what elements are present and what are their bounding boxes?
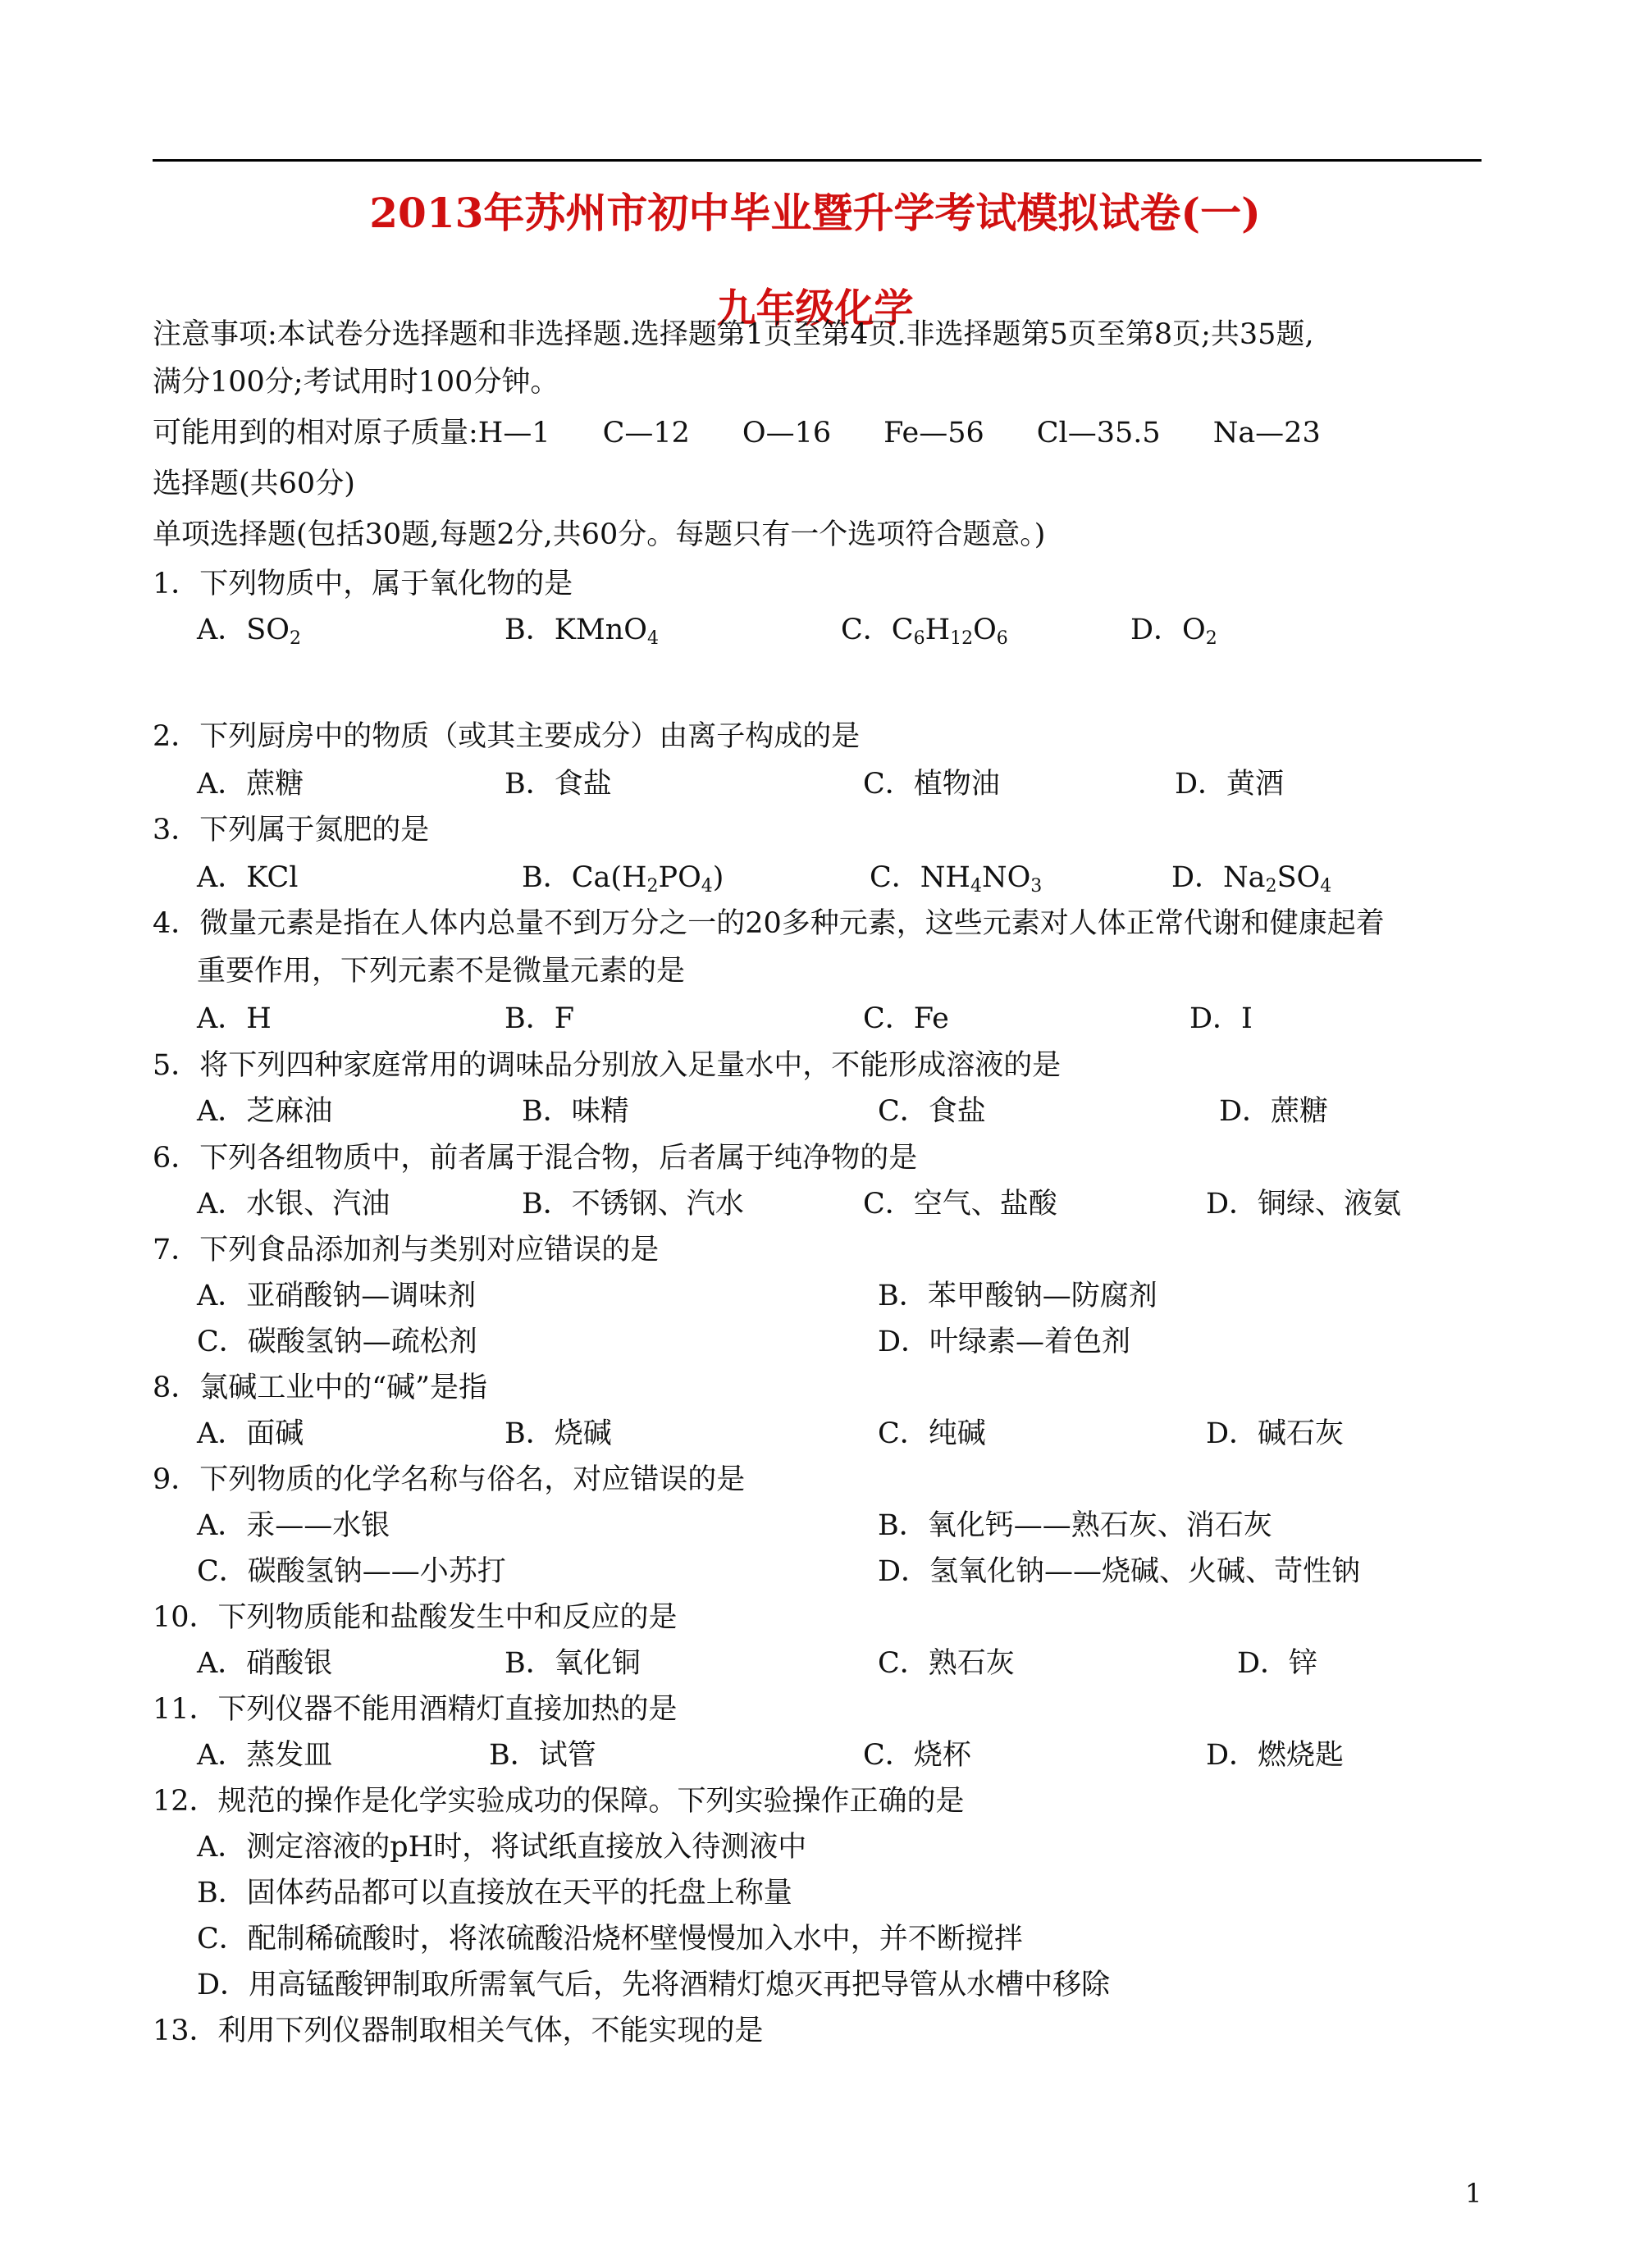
header-rule: [153, 159, 1482, 162]
question-6-option-d: D．铜绿、液氨: [1206, 1188, 1402, 1221]
atomic-mass-cl: Cl—35.5: [1036, 417, 1161, 449]
question-7-option-b: B．苯甲酸钠—防腐剂: [878, 1280, 1157, 1312]
question-10-option-a: A．硝酸银: [197, 1647, 333, 1680]
page-number: 1: [1465, 2178, 1482, 2209]
question-11-option-b: B．试管: [489, 1739, 596, 1772]
atomic-mass-o: O—16: [742, 417, 832, 449]
atomic-mass-fe: Fe—56: [883, 417, 984, 449]
question-4-option-c: C．Fe: [863, 1002, 949, 1035]
question-10-option-d: D．锌: [1237, 1647, 1318, 1680]
question-4-option-d: D．I: [1189, 1002, 1253, 1035]
question-11-option-a: A．蒸发皿: [197, 1739, 333, 1772]
atomic-mass-c: C—12: [602, 417, 690, 449]
question-2-option-b: B．食盐: [505, 768, 612, 801]
atomic-mass-na: Na—23: [1212, 417, 1321, 449]
question-5-stem: 5．将下列四种家庭常用的调味品分别放入足量水中，不能形成溶液的是: [153, 1049, 1062, 1082]
question-3-option-a: A．KCl: [197, 861, 299, 894]
question-10-option-b: B．氧化铜: [505, 1647, 641, 1680]
atomic-mass-line: [153, 413, 1373, 453]
question-7-stem: 7．下列食品添加剂与类别对应错误的是: [153, 1234, 660, 1266]
question-4-option-a: A．H: [197, 1002, 272, 1035]
question-4-option-b: B．F: [505, 1002, 575, 1035]
question-12-option-a: A．测定溶液的pH时，将试纸直接放入待测液中: [197, 1831, 807, 1864]
question-11-stem: 11．下列仪器不能用酒精灯直接加热的是: [153, 1693, 678, 1726]
question-10-option-c: C．熟石灰: [878, 1647, 1015, 1680]
question-8-option-a: A．面碱: [197, 1417, 304, 1450]
exam-title: 2013年苏州市初中毕业暨升学考试模拟试卷(一): [369, 189, 1261, 237]
question-3-option-c: C．$NH_4NO_3$: [870, 861, 1043, 897]
question-8-stem: 8．氯碱工业中的“碱”是指: [153, 1371, 488, 1404]
question-2-option-a: A．蔗糖: [197, 768, 304, 801]
notice-line-2: 满分100分;考试用时100分钟。: [153, 366, 559, 399]
question-5-option-b: B．味精: [522, 1095, 629, 1128]
question-5-option-d: D．蔗糖: [1219, 1095, 1329, 1128]
atomic-mass-h: H—1: [477, 417, 550, 449]
instructions-line: 单项选择题(包括30题,每题2分,共60分。每题只有一个选项符合题意。): [153, 518, 1046, 551]
question-12-stem: 12．规范的操作是化学实验成功的保障。下列实验操作正确的是: [153, 1785, 965, 1818]
question-9-option-c: C．碳酸氢钠——小苏打: [197, 1555, 506, 1588]
question-12-option-d: D．用高锰酸钾制取所需氧气后，先将酒精灯熄灭再把导管从水槽中移除: [197, 1969, 1111, 2001]
question-9-stem: 9．下列物质的化学名称与俗名，对应错误的是: [153, 1463, 746, 1496]
question-12-option-c: C．配制稀硫酸时，将浓硫酸沿烧杯壁慢慢加入水中，并不断搅拌: [197, 1923, 1023, 1955]
question-4-stem: 4．微量元素是指在人体内总量不到万分之一的20多种元素，这些元素对人体正常代谢和健康起着: [153, 907, 1385, 940]
question-2-stem: 2．下列厨房中的物质（或其主要成分）由离子构成的是: [153, 720, 861, 753]
question-2-option-c: C．植物油: [863, 768, 1000, 801]
question-1-option-c: C．$C_6H_{12}O_6$: [841, 614, 1008, 649]
question-6-option-c: C．空气、盐酸: [863, 1188, 1057, 1221]
question-6-option-a: A．水银、汽油: [197, 1188, 390, 1221]
question-11-option-d: D．燃烧匙: [1206, 1739, 1345, 1772]
question-1-option-b: B．KMnO$_4$: [505, 614, 659, 649]
question-9-option-d: D．氢氧化钠——烧碱、火碱、苛性钠: [878, 1555, 1361, 1588]
question-6-stem: 6．下列各组物质中，前者属于混合物，后者属于纯净物的是: [153, 1142, 918, 1175]
question-9-option-a: A．汞——水银: [197, 1509, 390, 1542]
question-8-option-d: D．碱石灰: [1206, 1417, 1345, 1450]
question-1-stem: 1．下列物质中，属于氧化物的是: [153, 568, 573, 600]
question-3-option-d: D．$Na_2SO_4$: [1171, 861, 1332, 897]
question-13-stem: 13．利用下列仪器制取相关气体，不能实现的是: [153, 2015, 764, 2047]
question-9-option-b: B．氧化钙——熟石灰、消石灰: [878, 1509, 1272, 1542]
question-2-option-d: D．黄酒: [1175, 768, 1285, 801]
question-1-option-d: D．$O_2$: [1130, 614, 1217, 649]
atomic-mass-label: 可能用到的相对原子质量:: [153, 417, 478, 449]
question-3-option-b: B．$Ca(H_2PO_4)$: [522, 861, 724, 897]
exam-subtitle: 九年级化学: [716, 285, 914, 331]
question-1-option-a: A．$SO_2$: [197, 614, 301, 649]
question-7-option-d: D．叶绿素—着色剂: [878, 1326, 1131, 1358]
question-10-stem: 10．下列物质能和盐酸发生中和反应的是: [153, 1601, 678, 1634]
question-5-option-a: A．芝麻油: [197, 1095, 333, 1128]
question-8-option-c: C．纯碱: [878, 1417, 986, 1450]
section-heading: 选择题(共60分): [153, 468, 355, 500]
question-7-option-a: A．亚硝酸钠—调味剂: [197, 1280, 477, 1312]
notice-line-1: 注意事项:本试卷分选择题和非选择题.选择题第1页至第4页.非选择题第5页至第8页;共35题,: [153, 318, 1314, 351]
question-11-option-c: C．烧杯: [863, 1739, 971, 1772]
question-3-stem: 3．下列属于氮肥的是: [153, 814, 430, 847]
question-4-stem-cont: 重要作用，下列元素不是微量元素的是: [197, 955, 686, 988]
question-12-option-b: B．固体药品都可以直接放在天平的托盘上称量: [197, 1877, 792, 1910]
question-7-option-c: C．碳酸氢钠—疏松剂: [197, 1326, 477, 1358]
question-8-option-b: B．烧碱: [505, 1417, 612, 1450]
question-6-option-b: B．不锈钢、汽水: [522, 1188, 744, 1221]
question-5-option-c: C．食盐: [878, 1095, 986, 1128]
